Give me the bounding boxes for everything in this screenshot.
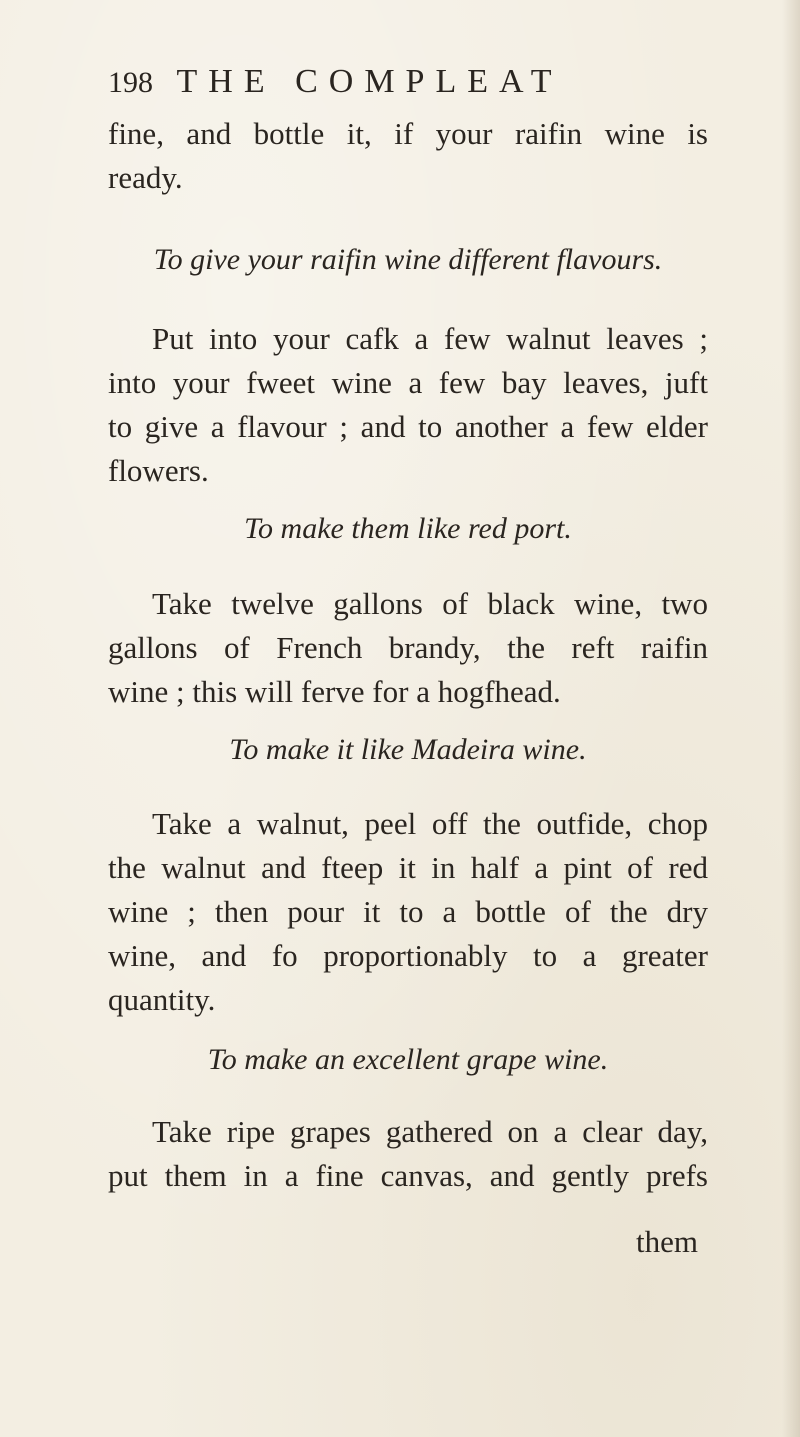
text-line: Take ripe grapes gathered on a clear day,: [152, 1114, 708, 1149]
text-line: Put into your cafk a few walnut leaves ;: [152, 321, 708, 356]
paragraph-grape-wine: [108, 1110, 708, 1198]
text-line: quantity.: [108, 982, 216, 1017]
catchword: them: [636, 1224, 698, 1259]
text-line: to give a flavour ; and to another a few elder: [108, 409, 708, 444]
recipe-heading-grape-wine: To make an excellent grape wine.: [207, 1043, 609, 1076]
paragraph-flavours: [108, 317, 708, 493]
text-line: fine, and bottle it, if your raifin wine is: [108, 116, 708, 151]
running-head-title: THE COMPLEAT: [176, 63, 563, 100]
text-line: wine ; this will ferve for a hogfhead.: [108, 674, 561, 709]
text-line: Take twelve gallons of black wine, two: [152, 586, 708, 621]
page-edge-shadow: [782, 0, 800, 1437]
page-number: 198: [108, 66, 153, 99]
recipe-heading-madeira: To make it like Madeira wine.: [229, 733, 587, 766]
text-line: gallons of French brandy, the reft raifin: [108, 630, 708, 665]
paragraph-red-port: [108, 582, 708, 714]
recipe-heading-flavours: To give your raifin wine different flavours.: [153, 243, 663, 276]
text-line: wine ; then pour it to a bottle of the dry: [108, 894, 708, 929]
text-line: wine, and fo proportionably to a greater: [108, 938, 708, 973]
text-line: Take a walnut, peel off the outfide, chop: [152, 806, 708, 841]
text-line: ready.: [108, 160, 183, 195]
text-line: put them in a fine canvas, and gently prefs: [108, 1158, 708, 1193]
text-line: into your fweet wine a few bay leaves, juft: [108, 365, 708, 400]
recipe-heading-red-port: To make them like red port.: [244, 512, 572, 545]
text-line: the walnut and fteep it in half a pint of red: [108, 850, 708, 885]
running-header: [108, 60, 668, 104]
paragraph-continuation: [108, 112, 708, 200]
text-line: flowers.: [108, 453, 209, 488]
paragraph-madeira: [108, 802, 708, 1022]
